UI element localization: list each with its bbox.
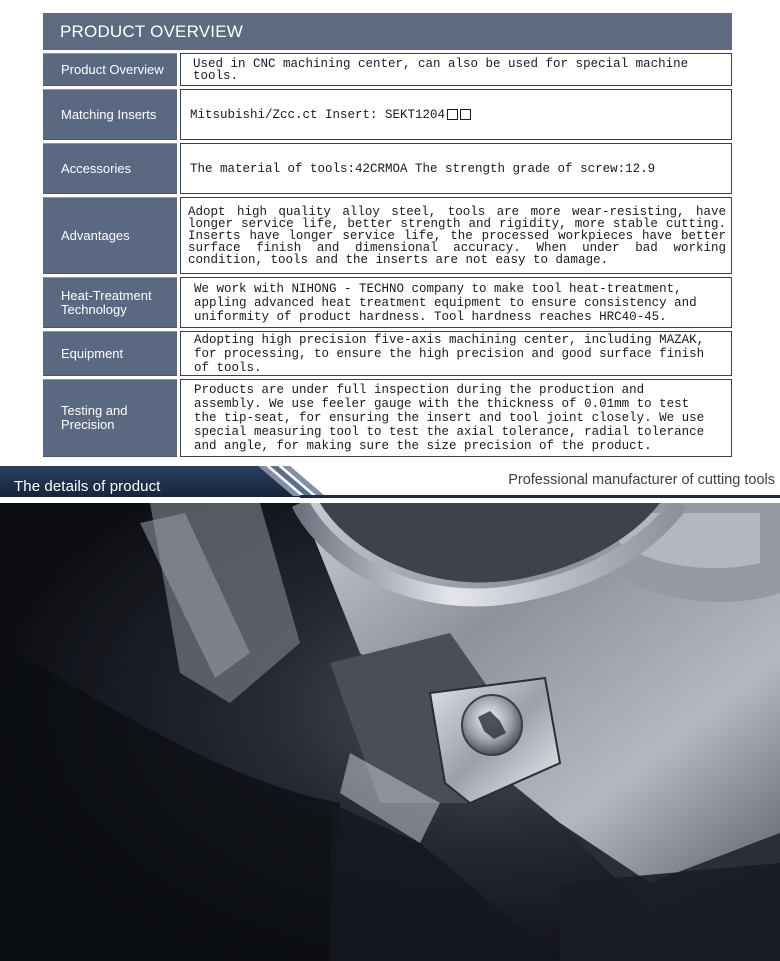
spec-value: Adopt high quality alloy steel, tools are more wear-resisting, have longer service life, better strength and rigidity, more stable cutting. Inserts have longer service life, the processed workpieces have better surface finish and dimensional accuracy. When under bad working condition, tools and the inserts are not easy to damage. [180,197,732,274]
spec-label: Advantages [43,197,177,274]
spec-label: Testing and Precision [43,379,177,457]
spec-row-accessories [43,143,732,194]
spec-row-matching-inserts [43,89,732,140]
product-detail-photo [0,503,780,961]
placeholder-box-icon [447,109,458,120]
spec-label: Equipment [43,331,177,376]
spec-label: Matching Inserts [43,89,177,140]
spec-row-advantages [43,197,732,274]
spec-label: Heat-Treatment Technology [43,277,177,328]
spec-value: Used in CNC machining center, can also be used for special machine tools. [180,53,732,86]
placeholder-box-icon [460,109,471,120]
spec-value: The material of tools:42CRMOA The strength grade of screw:12.9 [180,143,732,194]
spec-label: Product Overview [43,53,177,86]
spec-value: Adopting high precision five-axis machining center, including MAZAK, for processing, to ensure the high precision and good surface finish of tools. [180,331,732,376]
spec-value [180,89,732,140]
spec-label: Accessories [43,143,177,194]
spec-row-product-overview [43,53,732,86]
details-title: The details of product [14,478,161,495]
spec-row-heat-treatment [43,277,732,328]
spec-value: We work with NIHONG - TECHNO company to make tool heat-treatment, appling advanced heat treatment equipment to ensure consistency and uniformity of product hardness. Tool hardness reaches HRC40-45. [180,277,732,328]
spec-row-equipment [43,331,732,376]
spec-row-testing-precision [43,379,732,457]
spec-value: Products are under full inspection during the production and assembly. We use feeler gauge with the thickness of 0.01mm to test the tip-seat, for ensuring the insert and tool joint closely. We use special measuring tool to test the axial tolerance, radial tolerance and angle, for making sure the size precision of the product. [180,379,732,457]
insert-model-text: Mitsubishi/Zcc.ct Insert: SEKT1204 [190,107,446,122]
details-banner [0,466,780,503]
manufacturer-tagline: Professional manufacturer of cutting tools [508,472,775,488]
product-overview-header: PRODUCT OVERVIEW [43,13,732,50]
